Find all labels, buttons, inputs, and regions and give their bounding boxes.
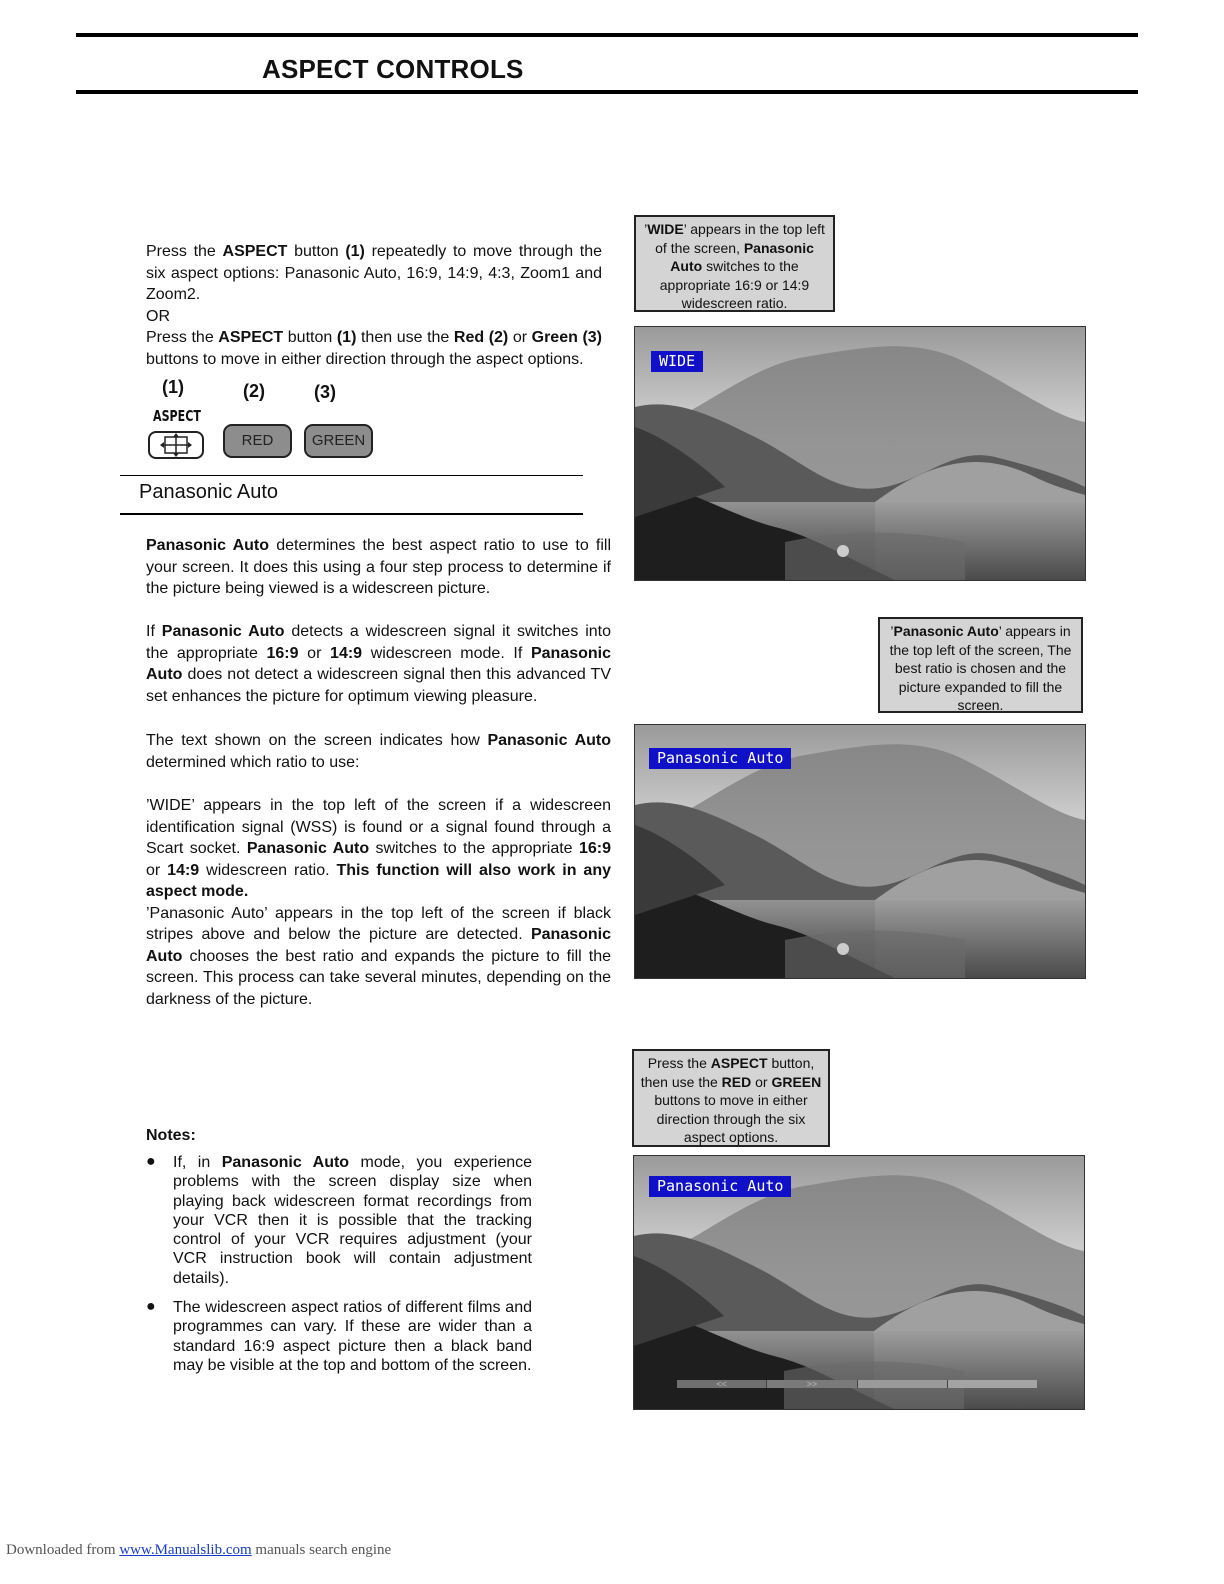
tv-screen-panasonic-auto — [634, 724, 1086, 979]
text-bold: (1) — [345, 243, 365, 260]
text-bold: Panasonic Auto — [670, 239, 814, 275]
text-bold: Panasonic Auto — [246, 840, 370, 857]
text: or — [751, 1073, 772, 1090]
text: determines the best aspect ratio to use to fill your screen. It does this using a four step process to determine if the picture being viewed is a widescreen picture. — [146, 537, 611, 597]
callout-wide — [634, 215, 835, 312]
text: button — [287, 243, 346, 260]
text: ’ — [890, 623, 894, 639]
text: ’WIDE’ appears in the top left of the screen if a widescreen identification signal (WSS) is found or a signal found through a Scart socket. — [146, 797, 611, 857]
text-bold: Red (2) — [453, 329, 509, 346]
nav-next[interactable] — [767, 1380, 857, 1388]
body-paragraph-2 — [146, 621, 611, 707]
text-bold: RED — [721, 1073, 752, 1090]
osd-nav-bar — [677, 1380, 1037, 1388]
text: switches to the appropriate — [369, 840, 579, 857]
note-bullet-1: ● — [146, 1153, 156, 1170]
text: button — [283, 329, 337, 346]
text: Press the — [146, 243, 223, 260]
osd-panasonic-auto-label: Panasonic Auto — [649, 1176, 791, 1197]
callout-press-aspect — [632, 1049, 830, 1147]
nav-next-label: >> — [806, 1379, 818, 1389]
text-bold: Panasonic Auto — [146, 926, 611, 965]
body-paragraph-3 — [146, 730, 611, 773]
footer — [6, 1542, 391, 1559]
text-bold: Panasonic Auto — [487, 732, 612, 749]
text: buttons to move in either direction through the six aspect options. — [654, 1092, 808, 1146]
text-bold: 14:9 — [330, 644, 363, 662]
text-bold: This function will also work in any aspect mode. — [146, 861, 612, 900]
aspect-button-label: ASPECT — [153, 407, 201, 425]
text: If — [146, 623, 162, 640]
text-bold: Panasonic Auto — [146, 537, 270, 554]
note-1 — [173, 1153, 532, 1288]
page-title: ASPECT CONTROLS — [262, 54, 524, 84]
header-bottom-rule — [76, 90, 1138, 94]
section-title: Panasonic Auto — [139, 481, 278, 503]
nav-prev-label: << — [716, 1379, 727, 1389]
text-bold: ASPECT — [222, 243, 288, 260]
button-number-2: (2) — [243, 381, 265, 401]
text: switches to the appropriate 16:9 or 14:9 widescreen ratio. — [659, 258, 810, 312]
body-paragraph-4 — [146, 795, 611, 1010]
text: or — [146, 861, 168, 879]
button-number-1: (1) — [162, 377, 184, 397]
text-bold: Green (3) — [531, 329, 602, 346]
text: or — [298, 644, 331, 662]
text: ’ — [644, 221, 648, 237]
aspect-button[interactable] — [148, 431, 204, 459]
text: chooses the best ratio and expands the picture to fill the screen. This process can take several minutes, depending on the darkness of the picture. — [146, 947, 611, 1008]
osd-wide-label: WIDE — [651, 351, 703, 372]
text: widescreen ratio. — [199, 861, 337, 879]
text-bold: ASPECT — [218, 329, 284, 346]
text: mode, you experience problems with the screen display size when playing back widescreen format recordings from your VCR then it is possible that the tracking control of your VCR requires adjustment (your VCR instruction book will contain adjustment details). — [173, 1154, 533, 1287]
text: then use the — [356, 329, 454, 346]
text-bold: GREEN — [771, 1073, 822, 1090]
green-button[interactable]: GREEN — [304, 424, 373, 458]
text: button, then use the — [640, 1055, 815, 1090]
text: widescreen mode. If — [362, 644, 531, 662]
text-bold: 14:9 — [167, 861, 200, 879]
text-bold: 16:9 — [578, 840, 611, 857]
text-bold: Panasonic Auto — [221, 1154, 350, 1171]
nav-slot — [948, 1380, 1037, 1388]
tv-screen-wide — [634, 326, 1086, 581]
text-bold: Panasonic Auto — [893, 623, 999, 639]
note-bullet-2: ● — [146, 1298, 156, 1315]
nav-slot — [858, 1380, 948, 1388]
text: or — [508, 329, 532, 346]
footer-link[interactable]: www.Manualslib.com — [119, 1542, 252, 1558]
footer-suffix: manuals search engine — [251, 1542, 392, 1558]
text-bold: Panasonic Auto — [161, 623, 285, 640]
text: The text shown on the screen indicates how — [146, 732, 488, 749]
section-top-rule — [120, 475, 583, 476]
aspect-icon — [150, 433, 202, 457]
text: Press the — [647, 1055, 711, 1071]
footer-prefix: Downloaded from — [6, 1542, 120, 1558]
section-bottom-rule — [120, 513, 583, 515]
text: buttons to move in either direction through the aspect options. — [146, 350, 584, 368]
text: ’Panasonic Auto’ appears in the top left of the screen if black stripes above and below the picture are detected. — [146, 904, 611, 943]
text-bold: ASPECT — [710, 1055, 768, 1071]
note-2: The widescreen aspect ratios of different films and programmes can vary. If these are wider than a standard 16:9 aspect picture then a black band may be visible at the top and bottom of the screen. — [173, 1299, 532, 1374]
notes-title: Notes: — [146, 1127, 196, 1144]
button-number-3: (3) — [314, 382, 336, 402]
text-bold: (1) — [336, 329, 357, 346]
text: detects a widescreen signal it switches into the appropriate — [146, 623, 612, 662]
text: repeatedly to move through the six aspect options: Panasonic Auto, 16:9, 14:9, 4:3, Zoom1 and Zoom2. — [146, 243, 603, 303]
text-bold: 16:9 — [266, 644, 299, 662]
intro-paragraph — [146, 241, 602, 370]
text: Press the — [146, 329, 219, 346]
callout-panasonic-auto — [878, 617, 1083, 713]
or-text: OR — [146, 307, 170, 325]
body-paragraph-1 — [146, 535, 611, 600]
text: ’ appears in the top left of the screen, — [655, 221, 825, 256]
red-button[interactable]: RED — [223, 424, 292, 458]
text-bold: WIDE — [647, 221, 684, 237]
header-top-rule — [76, 33, 1138, 37]
nav-prev[interactable] — [677, 1380, 767, 1388]
text-bold: Panasonic Auto — [146, 644, 611, 683]
osd-panasonic-auto-label: Panasonic Auto — [649, 748, 791, 769]
text: ’ appears in the top left of the screen, The best ratio is chosen and the picture expanded to fill the screen. — [889, 623, 1072, 714]
tv-screen-aspect-selection — [633, 1155, 1085, 1410]
text: does not detect a widescreen signal then this advanced TV set enhances the picture for optimum viewing pleasure. — [146, 666, 611, 705]
text: determined which ratio to use: — [146, 753, 360, 771]
text: If, in — [173, 1154, 222, 1171]
